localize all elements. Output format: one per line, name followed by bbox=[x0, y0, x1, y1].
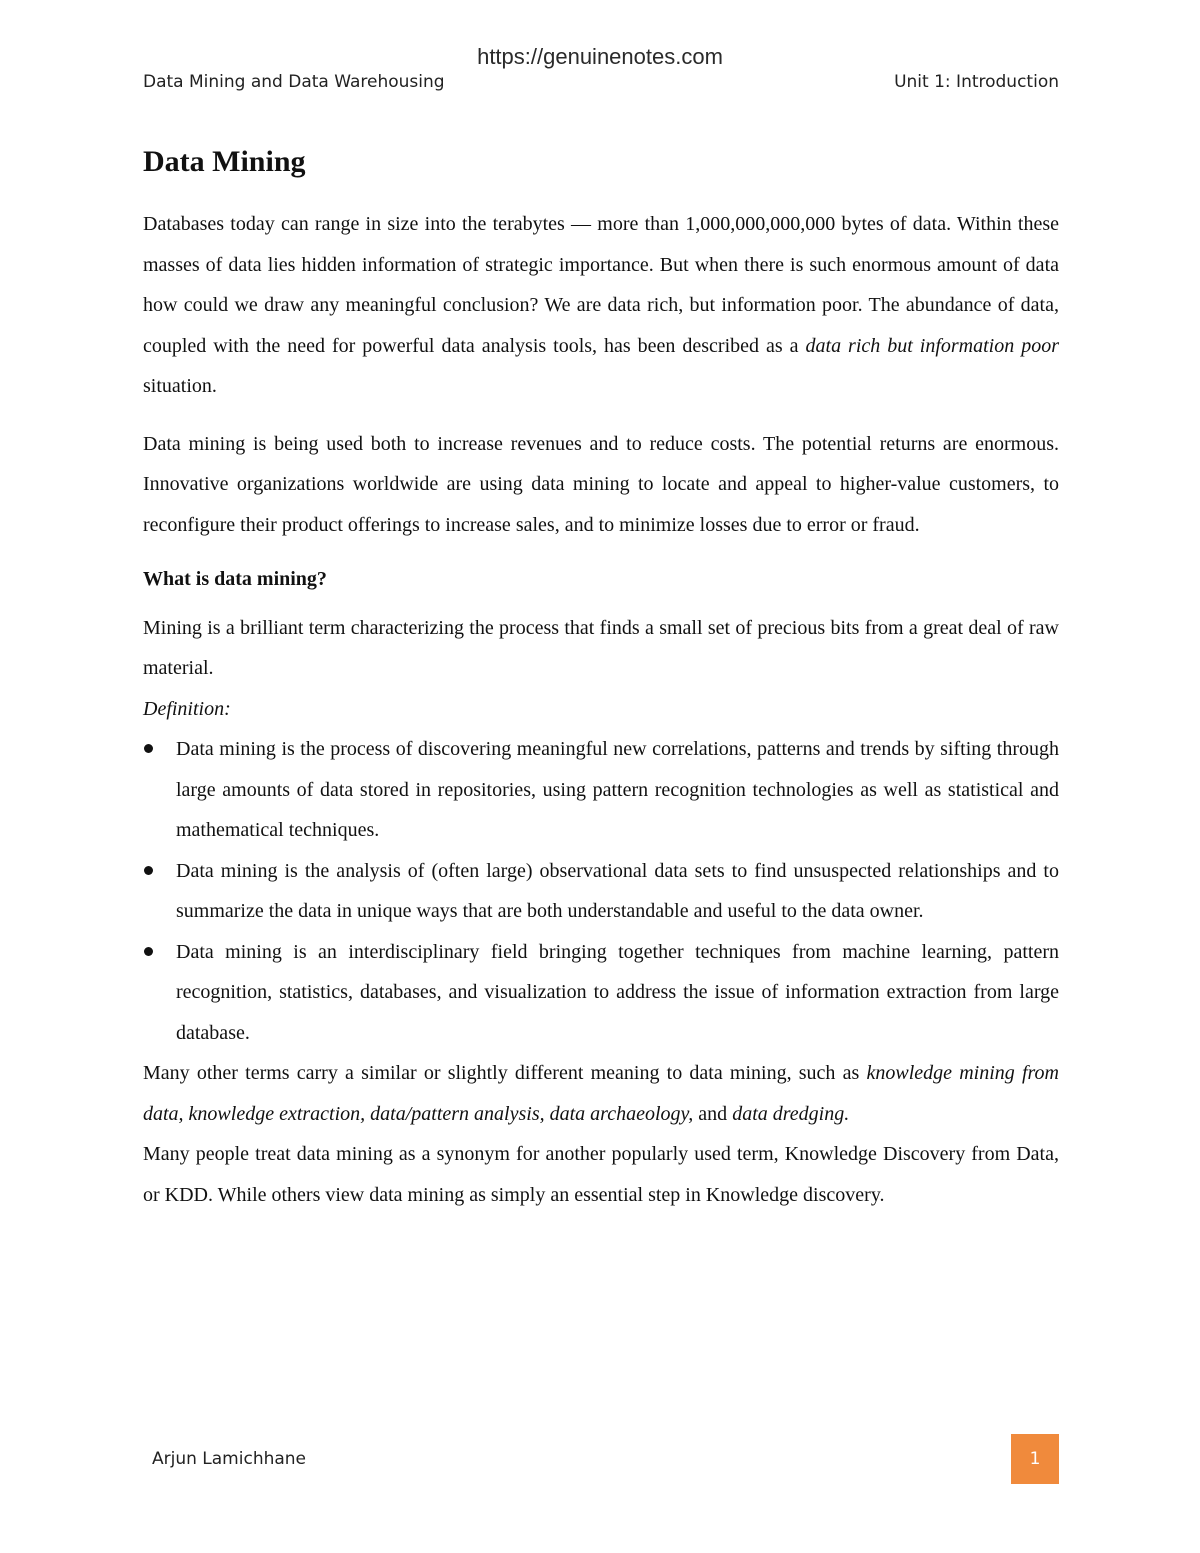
document-body bbox=[143, 140, 1059, 1215]
running-header bbox=[143, 72, 1059, 92]
paragraph-other-terms-text: Many other terms carry a similar or slightly different meaning to data mining, such as bbox=[143, 1062, 867, 1084]
list-item-text: Data mining is the process of discovering meaningful new correlations, patterns and trends by sifting through large amounts of data stored in repositories, using pattern recognition technologies as well as statistical and mathematical techniques. bbox=[176, 738, 1059, 841]
definition-label: Definition: bbox=[143, 697, 231, 720]
paragraph-intro-end: situation. bbox=[143, 375, 217, 397]
paragraph-intro-text: Databases today can range in size into the terabytes — more than 1,000,000,000,000 bytes of data. Within these masses of data lies hidden information of strategic importance. But when there is such enormous amount of data how could we draw any meaningful conclusion? We are data rich, but information poor. The abundance of data, coupled with the need for powerful data analysis tools, has been described as a bbox=[143, 213, 1059, 357]
paragraph-other-terms-emphasis-2: data dredging. bbox=[732, 1102, 850, 1125]
header-unit-title: Unit 1: Introduction bbox=[894, 72, 1059, 92]
paragraph-uses: Data mining is being used both to increase revenues and to reduce costs. The potential returns are enormous. Innovative organizations worldwide are using data mining to locate and appeal to higher-value customers, to reconfigure their product offerings to increase sales, and to minimize losses due to error or fraud. bbox=[143, 432, 1059, 536]
paragraph-kdd: Many people treat data mining as a synonym for another popularly used term, Knowledge Discovery from Data, or KDD. While others view data mining as simply an essential step in Knowledge discovery. bbox=[143, 1143, 1059, 1206]
paragraph-intro-emphasis: data rich but information poor bbox=[805, 334, 1059, 357]
bullet-icon bbox=[144, 866, 153, 875]
footer-author: Arjun Lamichhane bbox=[152, 1449, 307, 1469]
bullet-icon bbox=[144, 947, 153, 956]
paragraph-other-terms-and: and bbox=[693, 1102, 733, 1125]
list-item bbox=[143, 851, 1059, 932]
list-item bbox=[143, 932, 1059, 1054]
page-number-badge: 1 bbox=[1011, 1434, 1059, 1484]
watermark-url: https://genuinenotes.com bbox=[477, 44, 723, 69]
page-title: Data Mining bbox=[143, 145, 306, 178]
header-course-title: Data Mining and Data Warehousing bbox=[143, 72, 445, 92]
paragraph-intro bbox=[143, 204, 1059, 407]
paragraph-other-terms-emphasis: knowledge mining from data, knowledge extraction, data/pattern analysis, data archaeology, bbox=[143, 1062, 1059, 1125]
list-item-text: Data mining is an interdisciplinary field bringing together techniques from machine learning, pattern recognition, statistics, databases, and visualization to address the issue of information extraction from large database. bbox=[176, 940, 1059, 1044]
list-item-text: Data mining is the analysis of (often large) observational data sets to find unsuspected relationships and to summarize the data in unique ways that are both understandable and useful to the data owner. bbox=[176, 859, 1059, 922]
paragraph-other-terms bbox=[143, 1053, 1059, 1134]
list-item bbox=[143, 729, 1059, 851]
bullet-icon bbox=[144, 744, 153, 753]
section-heading: What is data mining? bbox=[143, 568, 327, 590]
paragraph-mining-term: Mining is a brilliant term characterizing the process that finds a small set of precious bits from a great deal of raw material. bbox=[143, 616, 1059, 679]
definition-list bbox=[143, 729, 1059, 1053]
